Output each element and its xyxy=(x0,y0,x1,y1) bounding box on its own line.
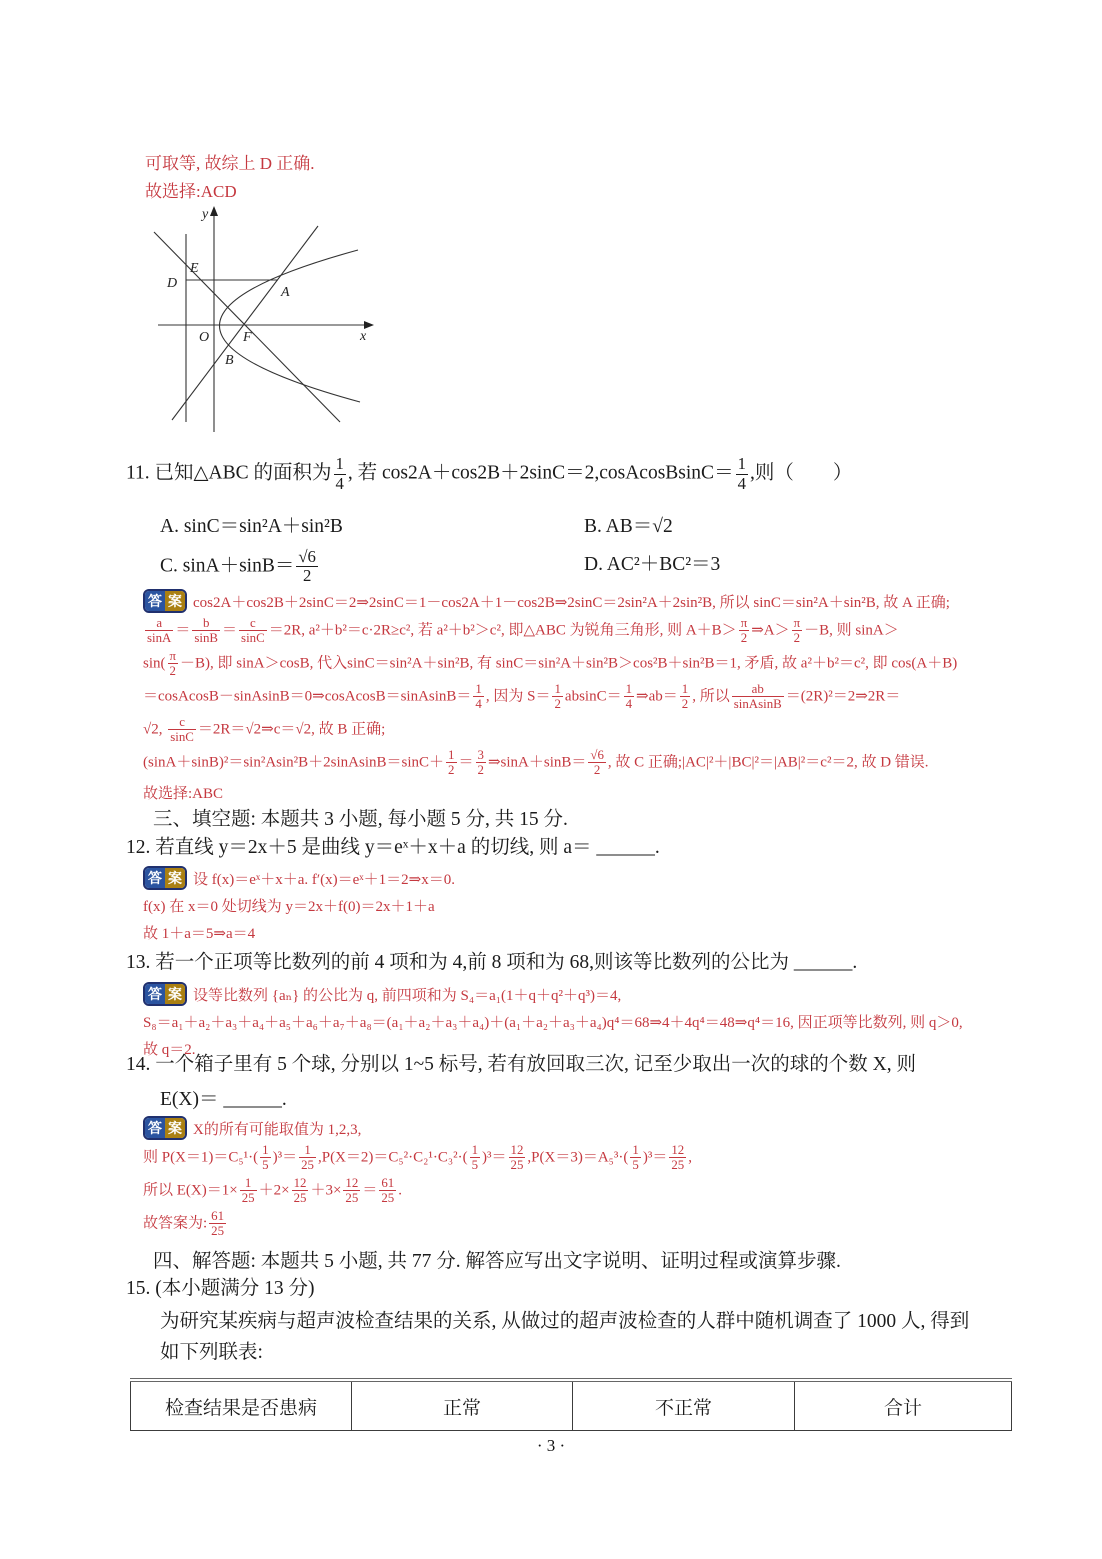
q12-answer-text-2: f(x) 在 x＝0 处切线为 y＝2x＋f(0)＝2x＋1＋a xyxy=(143,898,435,915)
answer-badge xyxy=(143,866,187,890)
q14-answer-line-4 xyxy=(143,1209,985,1239)
question-11-answer xyxy=(143,589,985,808)
q11-answer-line-3 xyxy=(143,649,985,679)
question-11-options-row-1 xyxy=(126,510,986,538)
label-O: O xyxy=(199,330,210,345)
question-14-answer xyxy=(143,1116,985,1242)
badge-char-an: 案 xyxy=(165,868,185,888)
answer-badge xyxy=(143,589,187,613)
option-C: C. sinA＋sinB＝ $\frac{√6}{2}$ xyxy=(160,546,316,586)
question-14-stem-line-2: E(X)＝ ______. xyxy=(160,1089,287,1111)
answer-badge xyxy=(143,1116,187,1140)
q11-answer-line-4 xyxy=(143,682,985,712)
q11-answer-text-4: ＝cosAcosB－sinAsinB＝0⇒cosAcosB＝sinAsinB＝ $\frac{1}{4}$ , 因为 S＝ $\frac{1}{2}$ absinC＝ $\frac{1}{4}$ ⇒ab＝ $\frac{1}{2}$ , 所以 $\frac{ab}{\text{sinAsinB}}$ ＝(2R)²＝2⇒2R＝ xyxy=(143,681,901,712)
table-header-abnormal: 不正常 xyxy=(573,1380,795,1431)
q13-answer-text-1: 设等比数列 {aₙ} 的公比为 q, 前四项和为 S₄＝a₁(1＋q＋q²＋q³)＝4, xyxy=(193,987,622,1004)
q13-answer-text-2: S₈＝a₁＋a₂＋a₃＋a₄＋a₅＋a₆＋a₇＋a₈＝(a₁＋a₂＋a₃＋a₄)＋(a₁＋a₂＋a₃＋a₄)q⁴＝68⇒4＋4q⁴＝48⇒q⁴＝16, 因正项等比数列, 则 q＞0, xyxy=(143,1014,963,1031)
q14-answer-text-1: X的所有可能取值为 1,2,3, xyxy=(193,1121,362,1138)
q13-answer-line-1 xyxy=(143,982,985,1006)
table-header-normal: 正常 xyxy=(352,1380,573,1431)
q12-answer-text-3: 故 1＋a＝5⇒a＝4 xyxy=(143,925,256,942)
q12-answer-line-1 xyxy=(143,866,985,890)
badge-char-an: 案 xyxy=(165,984,185,1004)
question-11-stem: 11. 已知△ABC 的面积为 $\frac{1}{4}$ , 若 cos2A＋cos2B＋2sinC＝2,cosAcosBsinC＝ $\frac{1}{4}$ ,则（ ） xyxy=(126,454,853,493)
badge-char-da: 答 xyxy=(145,1118,165,1138)
label-y: y xyxy=(202,207,209,222)
q14-answer-line-2 xyxy=(143,1143,985,1173)
q15-paragraph-line-1: 为研究某疾病与超声波检查结果的关系, 从做过的超声波检查的人群中随机调查了 1000 人, 得到 xyxy=(160,1311,970,1332)
question-12-stem: 12. 若直线 y＝2x＋5 是曲线 y＝eˣ＋x＋a 的切线, 则 a＝ ______. xyxy=(126,837,660,858)
badge-char-da: 答 xyxy=(145,984,165,1004)
option-B: B. AB＝√2 xyxy=(584,515,673,537)
label-x: x xyxy=(360,329,367,344)
q12-answer-line-3 xyxy=(143,920,985,944)
q14-answer-text-3: 所以 E(X)＝1× $\frac{1}{25}$ ＋2× $\frac{12}{25}$ ＋3× $\frac{12}{25}$ ＝ $\frac{61}{25}$ . xyxy=(143,1175,402,1206)
chord-negative-slope xyxy=(154,232,340,422)
q11-answer-text-2: $\frac{a}{\sin A}$ ＝ $\frac{b}{\sin B}$ ＝ $\frac{c}{\sin C}$ ＝2R, a²＋b²＝c·2R≥c², 若 a²＋b²＞c², 即△ABC 为锐角三角形, 则 A＋B＞ $\frac{\pi}{2}$ ⇒A＞ $\frac{\pi}{2}$ －B, 则 sinA＞ xyxy=(147,616,899,646)
q11-answer-text-1: cos2A＋cos2B＋2sinC＝2⇒2sinC＝1－cos2A＋1－cos2B⇒2sinC＝2sin²A＋2sin²B, 所以 sinC＝sin²A＋sin²B, 故 A 正确; xyxy=(193,594,950,611)
contingency-table xyxy=(130,1378,1012,1431)
q11-answer-line-5 xyxy=(143,715,985,745)
table-header-row xyxy=(131,1380,1012,1431)
label-E: E xyxy=(190,261,199,276)
option-A: A. sinC＝sin²A＋sin²B xyxy=(160,515,343,537)
q11-answer-text-3: sin( $\frac{\pi}{2}$ －B), 即 sinA＞cosB, 代入sinC＝sin²A＋sin²B, 有 sinC＝sin²A＋sin²B＞cos²B＋sin²B＝1, 矛盾, 故 a²＋b²＝c², 即 cos(A＋B) xyxy=(143,648,958,679)
badge-char-da: 答 xyxy=(145,591,165,611)
q14-answer-text-4: 故答案为: $\frac{61}{25}$ xyxy=(143,1208,225,1239)
question-13-stem: 13. 若一个正项等比数列的前 4 项和为 4,前 8 项和为 68,则该等比数列的公比为 ______. xyxy=(126,952,858,973)
badge-char-da: 答 xyxy=(145,868,165,888)
conclusion-line: 可取等, 故综上 D 正确. xyxy=(145,154,315,173)
label-D: D xyxy=(167,276,178,291)
question-15-paragraph xyxy=(160,1306,990,1368)
q14-answer-line-3 xyxy=(143,1176,985,1206)
question-15-heading: 15. (本小题满分 13 分) xyxy=(126,1278,315,1299)
label-A: A xyxy=(281,285,290,300)
page-number: · 3 · xyxy=(536,1436,566,1455)
label-B: B xyxy=(225,353,234,368)
badge-char-an: 案 xyxy=(165,1118,185,1138)
q11-answer-line-7 xyxy=(143,781,985,805)
q11-answer-line-6 xyxy=(143,748,985,778)
q14-answer-text-2: 则 P(X＝1)＝C₅¹·( $\frac{1}{5}$ )³＝ $\frac{1}{25}$ ,P(X＝2)＝C₅²·C₂¹·C₃²·( $\frac{1}{5}$ )³＝ $\frac{12}{25}$ ,P(X＝3)＝A₅³·( $\frac{1}{5}$ )³＝ $\frac{12}{25}$ , xyxy=(143,1143,692,1173)
q11-answer-line-2 xyxy=(143,616,985,646)
q13-answer-text-3: 故 q＝2. xyxy=(143,1041,196,1058)
q14-answer-line-1 xyxy=(143,1116,985,1140)
question-14 xyxy=(126,1050,1006,1115)
x-axis-arrow xyxy=(364,321,374,329)
previous-answer-conclusion xyxy=(145,150,315,206)
q13-answer-line-2 xyxy=(143,1009,985,1033)
option-D: D. AC²＋BC²＝3 xyxy=(584,553,721,575)
section-three-heading: 三、填空题: 本题共 3 小题, 每小题 5 分, 共 15 分. xyxy=(153,809,568,830)
q11-answer-text-7: 故选择:ABC xyxy=(143,786,224,803)
q12-answer-text-1: 设 f(x)＝eˣ＋x＋a. f′(x)＝eˣ＋1＝2⇒x＝0. xyxy=(193,871,455,888)
parabola-curve xyxy=(219,250,360,402)
parabola-figure-svg xyxy=(150,204,384,436)
y-axis-arrow xyxy=(210,206,218,216)
badge-char-an: 案 xyxy=(165,591,185,611)
answer-badge xyxy=(143,982,187,1006)
q12-answer-line-2 xyxy=(143,893,985,917)
question-11 xyxy=(126,455,986,586)
geometry-figure xyxy=(150,204,384,441)
question-14-stem-line-1: 14. 一个箱子里有 5 个球, 分别以 1~5 标号, 若有放回取三次, 记至少取出一次的球的个数 X, 则 xyxy=(126,1054,917,1075)
table-header-total: 合计 xyxy=(795,1380,1012,1431)
question-12-answer xyxy=(143,866,985,947)
answer-choice-line: 故选择:ACD xyxy=(145,182,237,201)
q11-answer-text-6: (sinA＋sinB)²＝sin²Asin²B＋2sinAsinB＝sinC＋ $\frac{1}{2}$ ＝ $\frac{3}{2}$ ⇒sinA＋sinB＝ $\frac{√6}{2}$ , 故 C 正确;|AC|²＋|BC|²＝|AB|²＝c²＝2, 故 D 错误. xyxy=(143,747,929,778)
question-11-options-row-2 xyxy=(126,548,986,587)
table-header-result: 检查结果是否患病 xyxy=(131,1380,352,1431)
label-F: F xyxy=(243,330,252,345)
q15-paragraph-line-2: 如下列联表: xyxy=(160,1342,263,1363)
chord-positive-slope xyxy=(172,226,318,420)
q11-answer-line-1 xyxy=(143,589,985,613)
section-four-heading: 四、解答题: 本题共 5 小题, 共 77 分. 解答应写出文字说明、证明过程或演算步骤. xyxy=(153,1251,841,1272)
q11-answer-text-5: √2, $\frac{c}{\sin C}$ ＝2R＝√2⇒c＝√2, 故 B 正确; xyxy=(143,714,386,745)
